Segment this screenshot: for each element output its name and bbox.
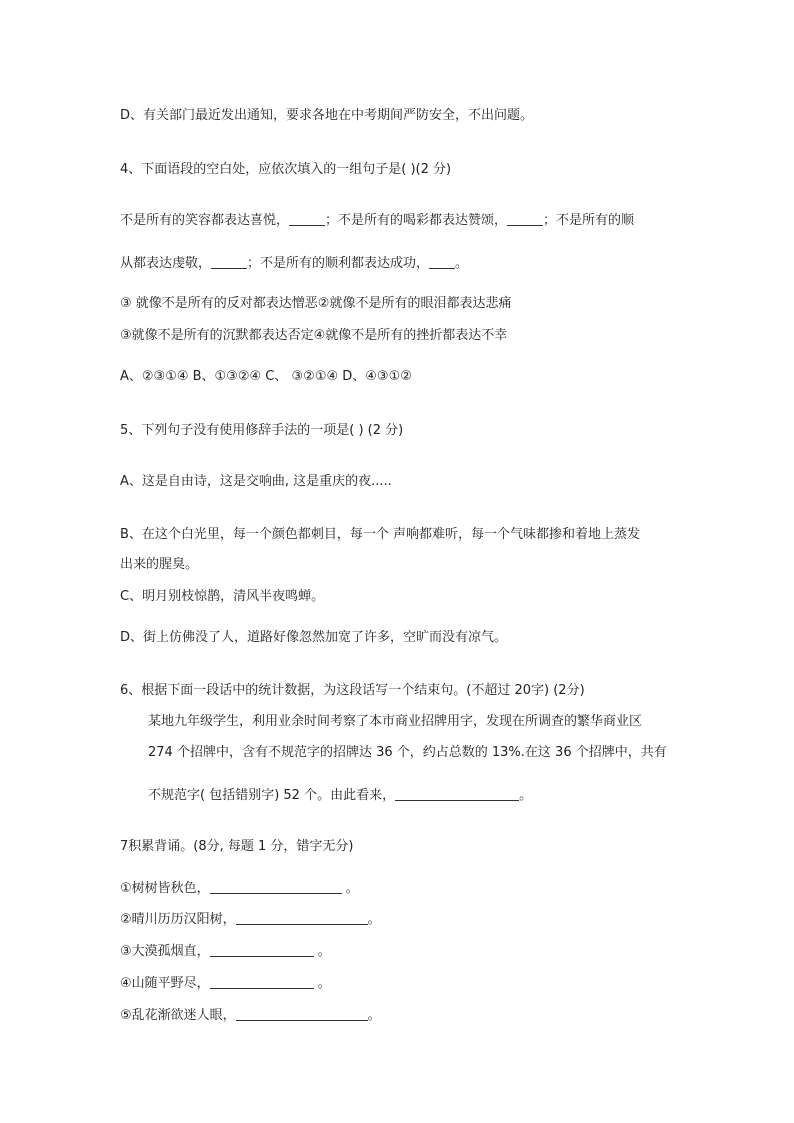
q5-option-a: A、这是自由诗，这是交响曲, 这是重庆的夜..... xyxy=(120,474,392,489)
q6-title: 6、根据下面一段话中的统计数据，为这段话写一个结束句。(不超过 20字) (2分) xyxy=(120,683,585,698)
q4-options-line1: ③ 就像不是所有的反对都表达憎恶②就像不是所有的眼泪都表达悲痛 xyxy=(120,296,512,311)
q6-passage-line3 xyxy=(148,788,532,804)
q7-item-5 xyxy=(120,1008,381,1024)
q3-option-d: D、有关部门最近发出通知，要求各地在中考期间严防安全，不出问题。 xyxy=(120,108,534,123)
q7-text: 。 xyxy=(367,1008,381,1023)
q4-passage-line2 xyxy=(120,256,468,272)
q6-passage-line1: 某地九年级学生，利用业余时间考察了本市商业招牌用字，发现在所调查的繁华商业区 xyxy=(148,714,643,729)
q7-text: ①树树皆秋色， xyxy=(120,881,210,896)
answer-blank[interactable] xyxy=(395,788,519,801)
q4-text: 不是所有的笑容都表达喜悦， xyxy=(120,213,290,228)
q4-title: 4、下面语段的空白处，应依次填入的一组句子是( )(2 分) xyxy=(120,162,452,177)
q7-item-2 xyxy=(120,912,381,928)
q7-text: ②晴川历历汉阳树， xyxy=(120,912,236,927)
q7-text: 。 xyxy=(313,944,331,959)
q4-text: ；不是所有的喝彩都表达赞颂， xyxy=(325,213,508,228)
q7-text: ④山随平野尽， xyxy=(120,976,210,991)
answer-blank[interactable] xyxy=(507,213,543,226)
q7-title: 7积累背诵。(8分, 每题 1 分，错字无分) xyxy=(120,839,354,854)
q6-text: 。 xyxy=(519,788,533,803)
q7-text: ⑤乱花渐欲迷人眼， xyxy=(120,1008,236,1023)
answer-blank[interactable] xyxy=(289,213,325,226)
q7-text: 。 xyxy=(313,976,331,991)
answer-blank[interactable] xyxy=(210,944,314,957)
q5-title: 5、下列句子没有使用修辞手法的一项是( ) (2 分) xyxy=(120,423,404,438)
q7-text: ③大漠孤烟直， xyxy=(120,944,210,959)
q6-text: 不规范字( 包括错别字) 52 个。由此看来， xyxy=(148,788,396,803)
q7-text: 。 xyxy=(367,912,381,927)
answer-blank[interactable] xyxy=(210,976,314,989)
q5-option-b-line1: B、在这个白光里，每一个颜色都刺目，每一个 声响都难听，每一个气味都掺和着地上蒸发 xyxy=(120,527,641,542)
q4-text: ；不是所有的顺 xyxy=(543,213,635,228)
q4-text: 从都表达虔敬， xyxy=(120,256,212,271)
q7-text: 。 xyxy=(341,881,359,896)
q7-item-3 xyxy=(120,944,331,960)
answer-blank[interactable] xyxy=(429,256,455,269)
answer-blank[interactable] xyxy=(211,256,247,269)
q7-item-1 xyxy=(120,881,359,897)
q4-text: 。 xyxy=(455,256,469,271)
answer-blank[interactable] xyxy=(236,912,368,925)
q4-options-line2: ③就像不是所有的沉默都表达否定④就像不是所有的挫折都表达不幸 xyxy=(120,328,508,343)
answer-blank[interactable] xyxy=(236,1008,368,1021)
q5-option-c: C、明月别枝惊鹊，清风半夜鸣蝉。 xyxy=(120,589,325,604)
q5-option-d: D、街上仿佛没了人，道路好像忽然加宽了许多，空旷而没有凉气。 xyxy=(120,630,508,645)
q4-text: ；不是所有的顺利都表达成功， xyxy=(247,256,430,271)
q5-option-b-line2: 出来的腥臭。 xyxy=(120,557,199,572)
q6-passage-line2: 274 个招牌中，含有不规范字的招牌达 36 个，约占总数的 13%.在这 36 个招牌中，共有 xyxy=(148,745,667,760)
q4-choices: A、②③①④ B、①③②④ C、 ③②①④ D、④③①② xyxy=(120,369,412,384)
q4-passage-line1 xyxy=(120,213,634,229)
answer-blank[interactable] xyxy=(210,881,342,894)
q7-item-4 xyxy=(120,976,331,992)
